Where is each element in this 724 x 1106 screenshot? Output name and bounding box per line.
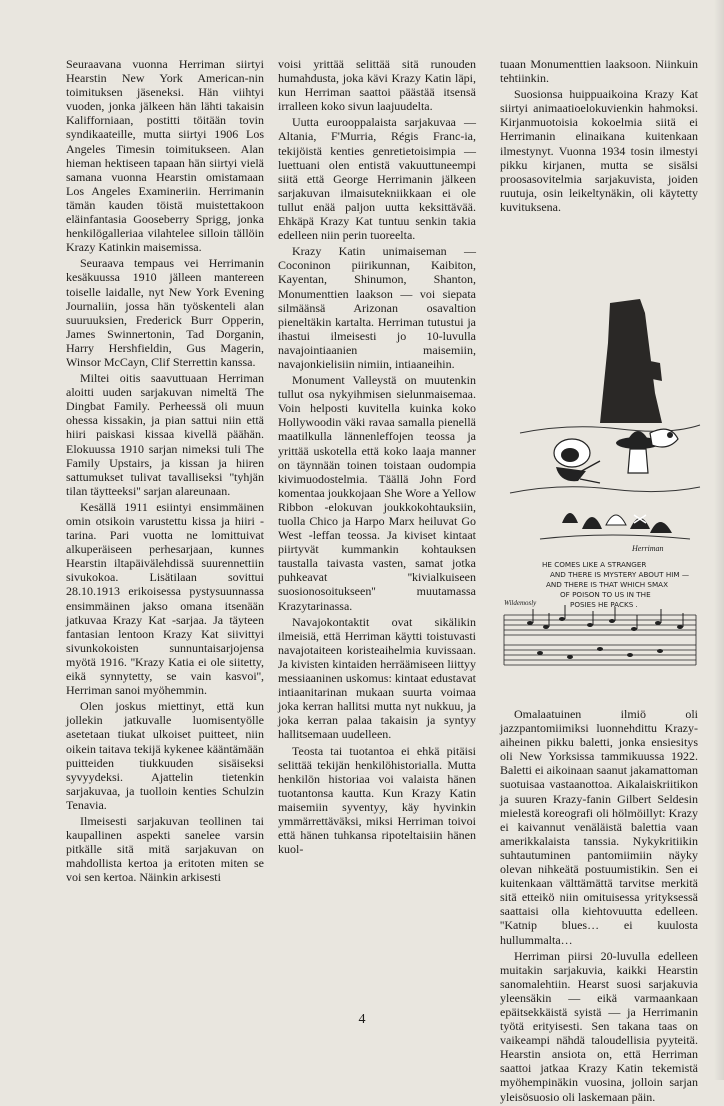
- paragraph: Seuraava tempaus vei Herrimanin kesäkuussa 1910 jälleen mantereen toiselle laidalle, nyt New York Evening Journaliin, jossa hän työskenteli alan suuruuksien, Frederick Burr Opperin, James Swinnertonin, Tad Dorganin, Harry Hershfieldin, Gus Magerin, Winsor McCayn, Clif Sterrettin kanssa.: [66, 256, 264, 369]
- paragraph: voisi yrittää selittää sitä runouden humahdusta, joka kävi Krazy Katin läpi, kun Herriman saattoi päästää itsensä irralleen koko sivun laajuudelta.: [278, 57, 476, 114]
- rock-figure-shape: [562, 513, 578, 523]
- caption-line: HE COMES LIKE A STRANGER: [542, 560, 647, 569]
- caption-block: [542, 560, 689, 609]
- paragraph: Krazy Katin unimaiseman — Coconinon piirikunnan, Kaibiton, Kayentan, Shinumon, Shanton, Monumenttien laakson — voi siepata silmäänsä Arizonan osavaltion pieneltäkin kartalta. Herriman tutustui ja ihastui ilmeisesti jo 10-luvulla navajointiaanien maisemiin, navajonkielisiin nimiin, intiaaneihin.: [278, 244, 476, 371]
- music-notes: [527, 605, 683, 659]
- ground-line: [540, 535, 690, 539]
- paragraph: Navajokontaktit ovat sikälikin ilmeisiä, että Herriman käytti toistuvasti navajotaiteen koristeaihelmia kuvissaan. Ja kivisten kintaiden herräämiseen liittyy messiaaninen uskomus: kintaat edustavat intiaanitarinan mukaan suurta voimaa joka kerran hallitsi mutta nyt nukkuu, ja joka kerran palaa takaisin ja syntyy hallitsemaan uudelleen.: [278, 614, 476, 742]
- paragraph: Herriman piirsi 20-luvulla edelleen muitakin sarjakuvia, kaikki Hearstin sanomalehtiin. Hearst suosi sarjakuvia yleensäkin — eikä varmaankaan epäitsekkäistä syistä — ja Herrimanin työtä erityisesti. Sen takana taas on vaikeampi nähdä taloudellisia pyyteitä. Hearstin ansiota on, että Herriman saattoi jatkaa Krazy Katin tekemistä myöhempinäkin vuosina, jolloin sarjan yleisösuosio oli laskemaan päin.: [500, 948, 698, 1104]
- text-column-3: [500, 57, 698, 216]
- bouquet-shape: [650, 429, 678, 447]
- rock-figure-shape: [606, 515, 626, 525]
- figure-body-shape: [628, 449, 648, 473]
- text-column-3-lower: [500, 707, 698, 1106]
- caption-line: AND THERE IS MYSTERY ABOUT HIM —: [550, 570, 690, 579]
- paragraph: tuaan Monumenttien laaksoon. Niinkuin tehtiinkin.: [500, 57, 698, 86]
- paragraph: Suosionsa huippuaikoina Krazy Kat siirtyi animaatioelokuvienkin hahmoksi. Kirjanmuotoisia kokoelmia siitä ei Herrimanin elinaikana kuitenkaan ilmestynyt. Vuonna 1934 tosin ilmestyi pikku kirjanen, mutta se sisälsi proosasovitelmia sarjakuvista, joiden ruutuja, osin leikeltynäkin, oli käytetty kuvituksena.: [500, 87, 698, 214]
- music-tempo-label: Wildemosly: [504, 599, 537, 607]
- caption-line: AND THERE IS THAT WHICH SMAX: [546, 580, 669, 589]
- paragraph: Kesällä 1911 esiintyi ensimmäinen omin otsikoin varustettu kissa ja hiiri -tarina. Pari vuotta ne lomittuivat alkuperäiseen perhesarjaan, kunnes Hearstin iltapäivälehdissä suurennettiin sivukokoa. Lisätilaan sovittui 28.10.1913 erikoisessa pystysuunnassa ensimmäinen jakso omana itsenään jatkuvaa Krazy Kat -sarjaa. Ja täyteen fantasian lentoon Krazy Kat siivittyi sivunkokoisten sunnuntaisarjojensa myötä 1916. ''Krazy Katia ei ole siitetty, eikä synnytetty, se vain kasvoi'', Herriman sanoi myöhemmin.: [66, 499, 264, 698]
- rock-figures-row: [562, 513, 672, 533]
- paragraph: Miltei oitis saavuttuaan Herriman aloitti uuden sarjakuvan nimeltä The Dingbat Family. Perheessä oli muun ohessa kissakin, ja pian sattui niin että hiiri paiskasi kissaa kivellä päähän. Elokuussa 1910 sarjan nimeksi tuli The Family Upstairs, ja kissan ja hiiren sattumukset tulivat tavalliseksi ''tyhjän tilan täytteeksi'' sarjan alareunaan.: [66, 371, 264, 498]
- paragraph: Ilmeisesti sarjakuvan teollinen tai kaupallinen aspekti sanelee varsin pitkälle sitä mitä sarjakuvan on mahdollista kertoa ja eritoten miten se voi sen kertoa. Näinkin arkisesti: [66, 813, 264, 885]
- paragraph: Olen joskus miettinyt, että kun jollekin jatkuvalle luomisentyölle asetetaan tiukat ulkoiset puitteet, niin oikein taitava tekijä kykenee kääntämään puitteiden tiukkuuden sisäiseksi syvyydeksi. Ajattelin tietenkin sarjakuvaa, ja tuolloin kenties Schulzin Tenavia.: [66, 699, 264, 812]
- paragraph: Omalaatuinen ilmiö oli jazzpantomiimiksi luonnehdittu Krazy-aiheinen pikku baletti, jonka ensiesitys oli New Yorksissa tammikuussa 1922. Baletti ei aikoinaan saanut jakamattoman suotuisaa vastaanottoa. Aikalaiskriitikon ja suuren Krazy-fanin Gilbert Seldesin mielestä koreografi oli hölmöillyt: Krazy ei kaivannut venäläistä balettia vaan amerikkalaista tanssia. Nykykritiikin suhtautuminen pantomiimiin näyky olevan nihkeätä postuumistikin. Sen ei kuitenkaan välttämättä tarvitse merkitä sitä etteikö niin omituisessa yrityksessä saattaisi olla kiehtovuutta edelleen. ''Katnip blues… ei kuulosta hullummalta…: [500, 707, 698, 947]
- page-edge-shadow: [714, 0, 724, 1080]
- text-column-2: [278, 57, 476, 858]
- sombrero-crown-shape: [626, 431, 650, 443]
- caption-line: OF POISON TO US IN THE: [560, 590, 651, 599]
- artist-signature: Herriman: [632, 544, 664, 553]
- rock-figure-shape: [582, 517, 602, 529]
- krazy-kat-illustration: [500, 283, 705, 688]
- kat-face-shape: [561, 448, 579, 462]
- page-number: 4: [358, 1012, 366, 1027]
- paragraph: Seuraavana vuonna Herriman siirtyi Hearstin New York American-nin toimituksen jäseneksi. Hän viihtyi vuoden, jonka jälkeen hän lähti takaisin Kalifforniaan, postitti töitään tovin syndikaateille, mutta siirtyi 1906 Los Angeles Timesin toimitukseen. Alan hieman hektiseen tapaan hän siirtyi vielä samana vuonna Hearstin omistamaan Los Angeles Examineriin. Herrimanin tämän kauden töistä muistettakoon eläinfantasia Gooseberry Sprigg, jonka henkilögalleriaa vilahtelee silloin tällöin Krazy Katinkin maisemissa.: [66, 57, 264, 255]
- paragraph: Teosta tai tuotantoa ei ehkä pitäisi selittää tekijän henkilöhistorialla. Mutta henkilön historiaa voi valaista hänen tuotantonsa kautta. Kun Krazy Katin maisemiin syventyy, käy hyvinkin ymmärrettäväksi, miksi Herriman toivoi että hänen tuhkansa ripoteltaisiin hänen kuol-: [278, 743, 476, 857]
- ground-line: [510, 487, 700, 493]
- rock-figure-shape: [650, 522, 672, 533]
- paragraph: Uutta eurooppalaista sarjakuvaa — Altania, F'Murria, Régis Franc-ia, tekijöistä kenties genretietoisimpia — luettuani olen entistä vakuuttuneempi siitä että George Herrimanin jälkeen sarjakuvan ilmaisutekniikkaan ei ole tullut enää paljon uutta keksittävää. Ehkäpä Krazy Kat tuntuu senkin takia edelleen niin perin tuoreelta.: [278, 115, 476, 243]
- paragraph: Monument Valleystä on muutenkin tullut osa nykyihmisen sielunmaisemaa. Voin helposti kuvitella kuinka koko Hollywoodin väki ravaa samalla pienellä maatilkulla lännenleffojen teossa ja yrittää uskotella että koko laaja manner on täynnään toinen toistaan oudompia kivimuodostelmia. Täällä John Ford komentaa joukkojaan She Wore a Yellow Ribbon -elokuvan joukkokohtauksiin, tuolla Chico ja Harpo Marx heiluvat Go West -leffan teossa. Ja kiviset kintaat piirtyvät kummankin kohtauksen taustalla taivasta vasten, samat jotka puhkeavat ''kivialkuiseen suosionosoitukseen'' muutamassa Krazytarinassa.: [278, 373, 476, 613]
- caption-line: POSIES HE PACKS .: [570, 600, 638, 609]
- mesa-rock-shape: [600, 299, 662, 423]
- flower-shape: [667, 432, 673, 438]
- comic-drawing: [500, 283, 705, 688]
- text-column-1: [66, 57, 264, 886]
